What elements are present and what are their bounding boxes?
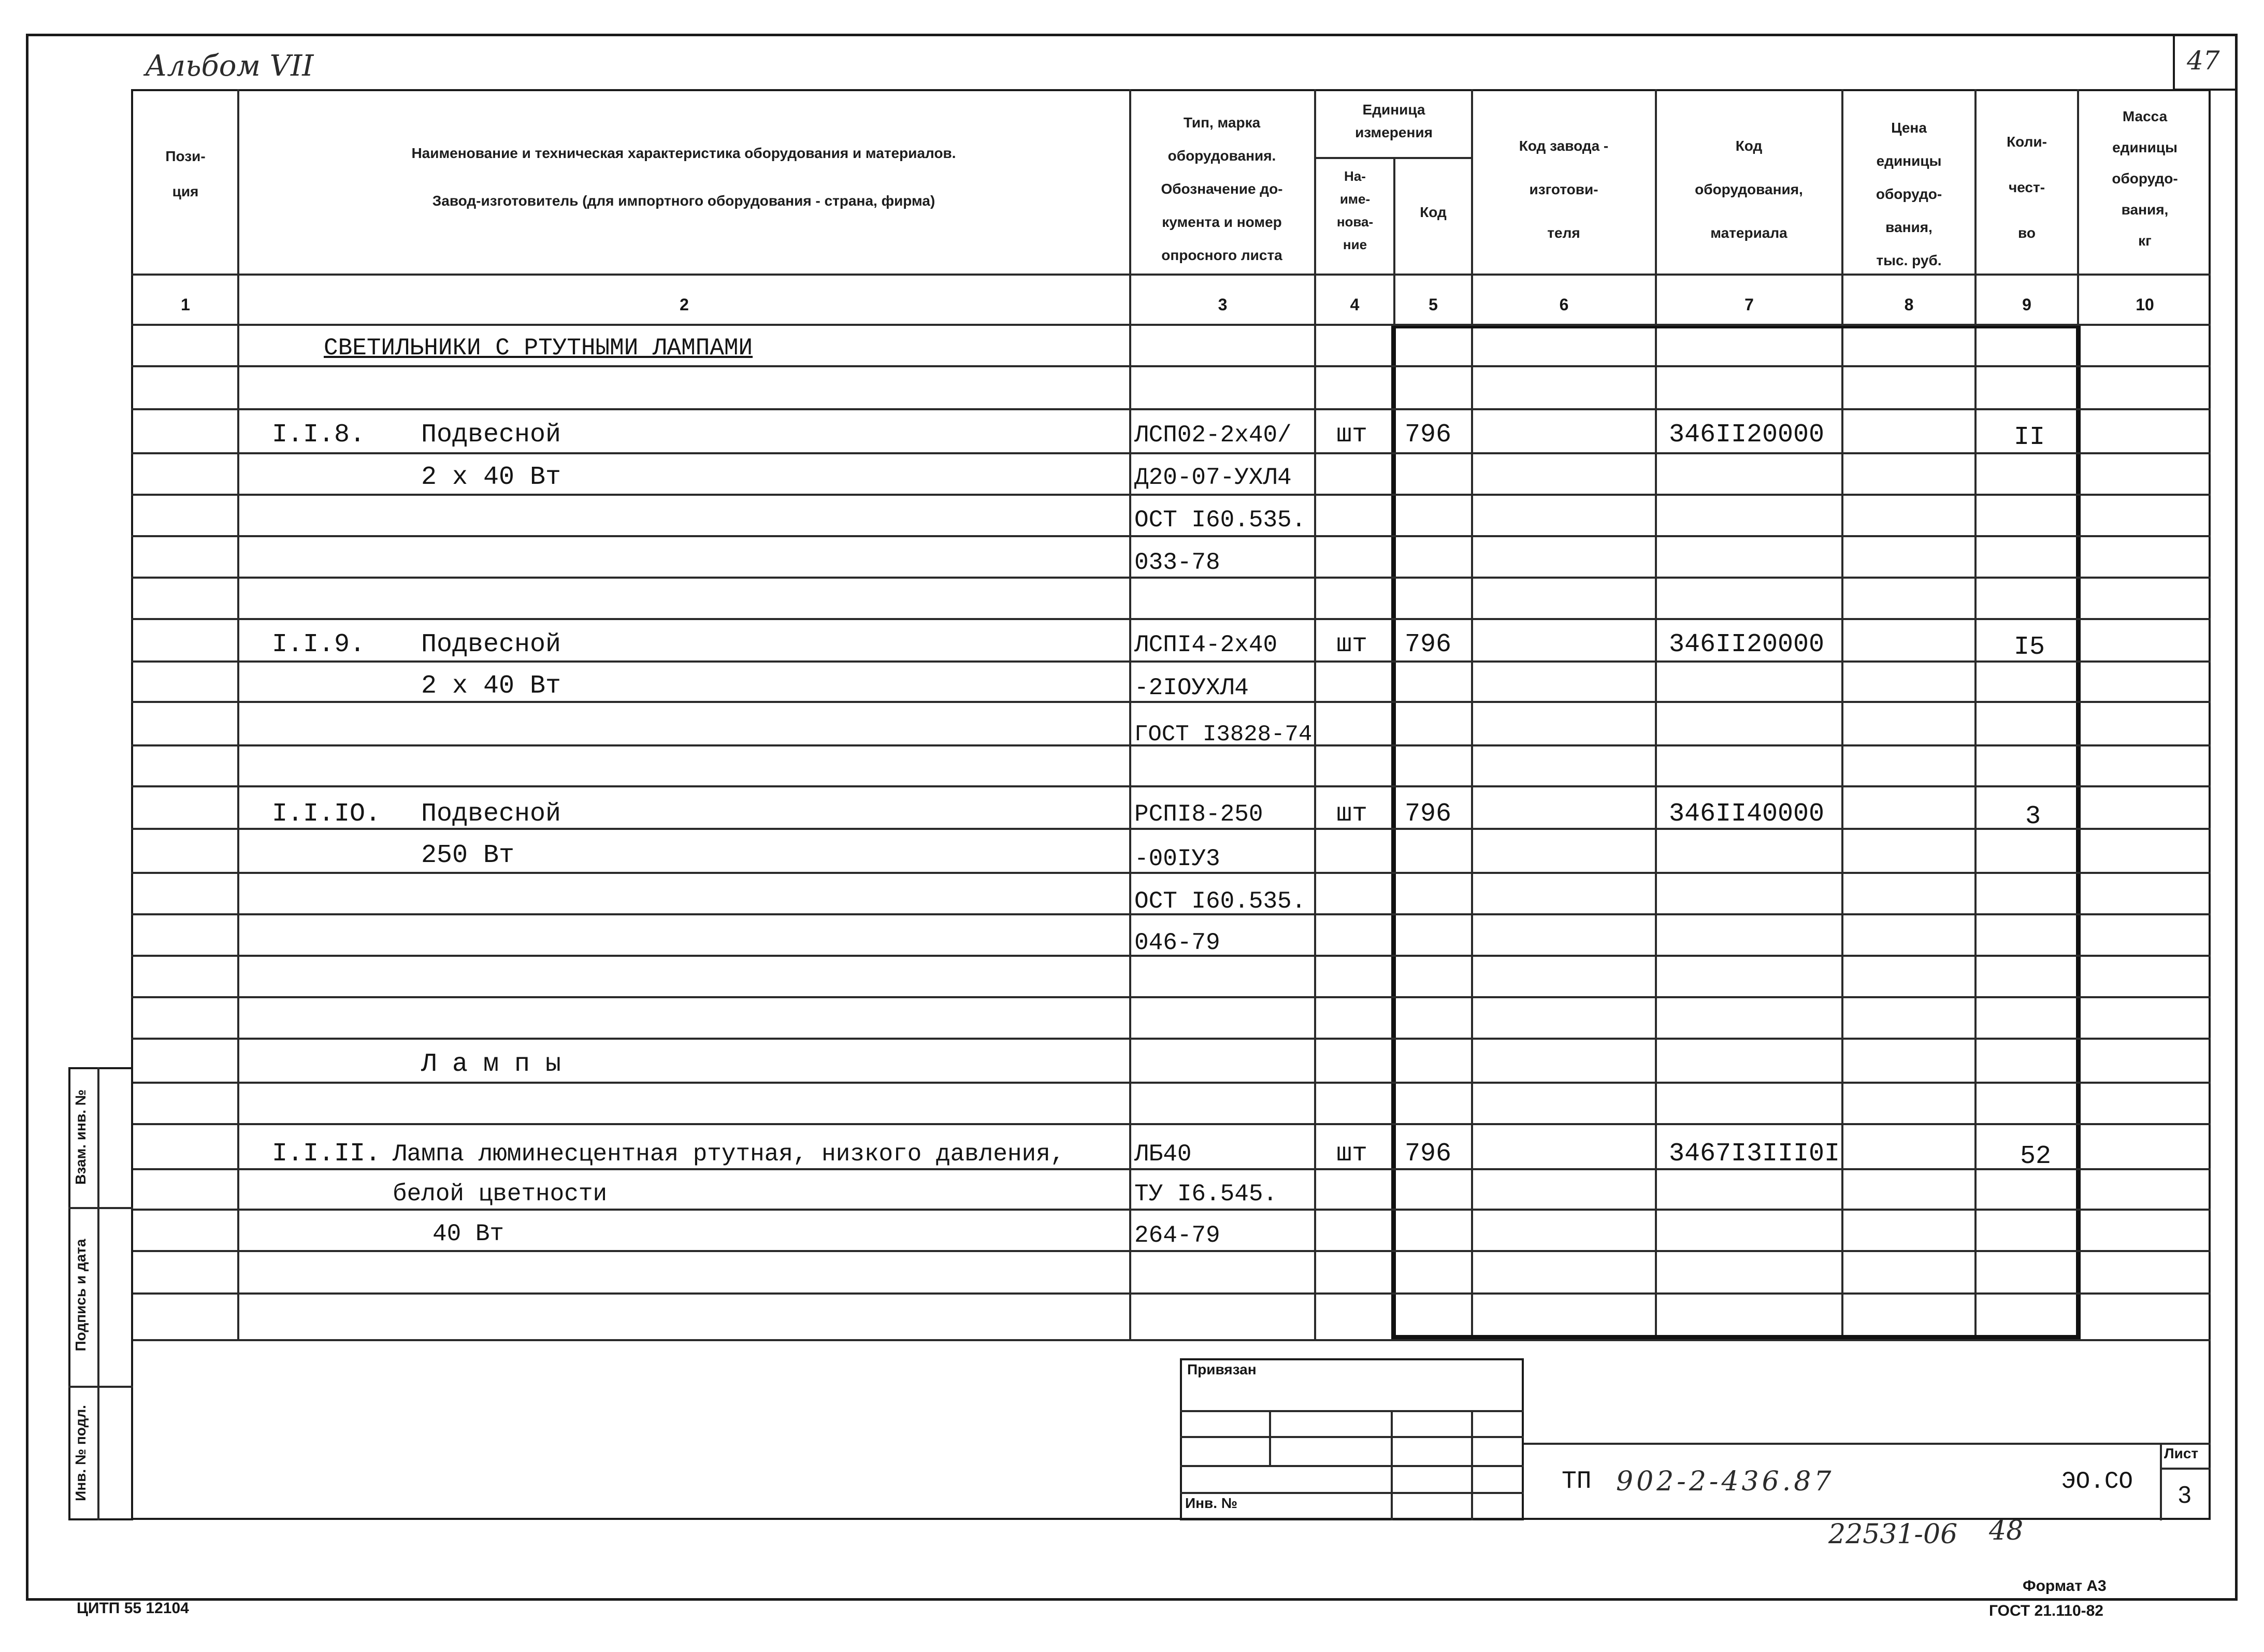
privyazan-vrule-3 <box>1471 1410 1473 1520</box>
doc-prefix: ТП <box>1562 1468 1592 1496</box>
colnum-4: 4 <box>1350 295 1360 314</box>
item-118-name-2: 2 х 40 Вт <box>421 463 561 492</box>
colnum-1: 1 <box>181 295 190 314</box>
item-1110-unit-code: 796 <box>1405 799 1452 829</box>
hdr-position: Пози- ция <box>165 148 206 199</box>
thick-rule-left <box>1391 324 1396 1339</box>
table-body-bottom <box>131 1339 2211 1341</box>
side-stamp-rule-1 <box>68 1207 133 1209</box>
item-1111-name-2: белой цветности <box>393 1181 608 1208</box>
colnum-3: 3 <box>1218 295 1228 314</box>
item-1110-unit: шт <box>1336 799 1368 829</box>
item-118-type-4: 033-78 <box>1134 549 1220 576</box>
item-118-quantity: II <box>2014 423 2045 452</box>
item-119-name-1: Подвесной <box>421 630 561 659</box>
item-118-type-2: Д20-07-УХЛ4 <box>1134 464 1292 491</box>
colnum-6: 6 <box>1559 295 1569 314</box>
item-1110-type-1: РСПI8-250 <box>1134 801 1263 828</box>
list-box-divider <box>2160 1468 2211 1470</box>
side-label-inv: Инв. № подл. <box>73 1405 89 1501</box>
hdr-unit-name: На- име- нова- ние <box>1336 168 1374 252</box>
item-1111-name-1: Лампа люминесцентная ртутная, низкого давления, <box>393 1141 1065 1168</box>
unit-group-rule <box>1314 157 1473 159</box>
item-1110-position: I.I.IO. <box>272 799 381 829</box>
colnum-8: 8 <box>1904 295 1914 314</box>
handwritten-sheet: 48 <box>1989 1515 2024 1546</box>
row-rule <box>131 1292 2211 1295</box>
item-1111-unit-code: 796 <box>1405 1139 1452 1169</box>
format-label: Формат А3 <box>2023 1577 2107 1594</box>
item-119-type-2: -2IОУХЛ4 <box>1134 674 1249 701</box>
hdr-price: Цена единицы оборудо- вания, тыс. руб. <box>1876 120 1942 268</box>
hdr-equipment-code: Код оборудования, материала <box>1695 138 1803 241</box>
item-1110-type-2: -00IУ3 <box>1134 845 1220 872</box>
hdr-unit-group: Единица измерения <box>1355 102 1433 140</box>
item-1110-name-1: Подвесной <box>421 799 561 829</box>
item-1111-name-3: 40 Вт <box>432 1220 504 1247</box>
hdr-type: Тип, марка оборудования. Обозначение до- кумента и номер опросного листа <box>1161 114 1283 263</box>
item-1111-type-1: ЛБ40 <box>1134 1141 1192 1168</box>
item-119-unit: шт <box>1336 630 1368 659</box>
row-rule <box>131 408 2211 410</box>
list-box-left <box>2160 1443 2162 1520</box>
col-rule-8 <box>1974 89 1977 1340</box>
colnum-10: 10 <box>2136 295 2154 314</box>
item-1110-name-2: 250 Вт <box>421 841 515 870</box>
hdr-unit-code: Код <box>1420 204 1447 220</box>
item-118-position: I.I.8. <box>272 420 366 450</box>
colnum-2: 2 <box>680 295 689 314</box>
item-119-equipment-code: 346II20000 <box>1669 630 1825 659</box>
col-rule-6 <box>1655 89 1657 1340</box>
item-118-unit: шт <box>1336 420 1368 450</box>
side-stamp-divider <box>97 1067 99 1520</box>
col-rule-1 <box>237 89 239 1340</box>
page-number: 47 <box>2187 46 2220 76</box>
item-118-equipment-code: 346II20000 <box>1669 420 1825 450</box>
doc-code: 902-2-436.87 <box>1616 1466 1835 1497</box>
row-rule <box>131 1123 2211 1125</box>
list-label: Лист <box>2164 1445 2199 1461</box>
privyazan-label: Привязан <box>1187 1361 1257 1377</box>
item-1111-quantity: 52 <box>2020 1142 2052 1171</box>
thick-rule-right <box>2076 324 2081 1339</box>
colnum-7: 7 <box>1744 295 1754 314</box>
item-119-name-2: 2 х 40 Вт <box>421 671 561 701</box>
item-1110-equipment-code: 346II40000 <box>1669 799 1825 829</box>
side-label-podpis: Подпись и дата <box>73 1239 89 1352</box>
section-lamps: Л а м п ы <box>421 1050 561 1079</box>
item-1111-equipment-code: 3467I3III0I <box>1669 1139 1840 1169</box>
item-119-type-3: ГОСТ I3828-74 <box>1134 722 1313 748</box>
item-119-quantity: I5 <box>2014 633 2045 662</box>
item-1111-type-3: 264-79 <box>1134 1222 1220 1249</box>
item-1111-position: I.I.II. <box>272 1139 381 1169</box>
item-1110-type-4: 046-79 <box>1134 929 1220 956</box>
item-1110-quantity: 3 <box>2025 802 2041 831</box>
item-119-type-1: ЛСПI4-2х40 <box>1134 631 1278 658</box>
inv-no-label: Инв. № <box>1185 1495 1238 1511</box>
section-mercury-lamps: СВЕТИЛЬНИКИ С РТУТНЫМИ ЛАМПАМИ <box>324 335 753 362</box>
hdr-name: Наименование и техническая характеристика оборудования и материалов. Завод-изготовитель (для импортного оборудования - страна, фирма) <box>411 145 956 209</box>
item-118-type-1: ЛСП02-2х40/ <box>1134 422 1292 449</box>
item-119-position: I.I.9. <box>272 630 366 659</box>
item-1110-type-3: ОСТ I60.535. <box>1134 888 1306 915</box>
row-rule <box>131 618 2211 620</box>
item-119-unit-code: 796 <box>1405 630 1452 659</box>
side-label-vzam: Взам. инв. № <box>73 1089 89 1185</box>
privyazan-vrule-2 <box>1391 1410 1393 1520</box>
item-118-name-1: Подвесной <box>421 420 561 450</box>
row-rule <box>131 996 2211 998</box>
album-label: Альбом VII <box>145 49 314 83</box>
col-rule-3 <box>1314 89 1316 1340</box>
handwritten-number: 22531-06 <box>1828 1519 1958 1550</box>
privyazan-vrule-1 <box>1269 1410 1271 1466</box>
col-rule-5 <box>1471 89 1473 1340</box>
item-118-type-3: ОСТ I60.535. <box>1134 507 1306 534</box>
doc-suffix: ЭО.СО <box>2061 1468 2133 1495</box>
item-1111-type-2: ТУ I6.545. <box>1134 1181 1278 1208</box>
row-rule <box>131 785 2211 787</box>
hdr-quantity: Коли- чест- во <box>2007 134 2047 241</box>
colnum-5: 5 <box>1429 295 1438 314</box>
row-rule <box>131 1038 2211 1040</box>
list-number: 3 <box>2178 1481 2191 1508</box>
hdr-plant-code: Код завода - изготови- теля <box>1519 138 1609 241</box>
gost-label: ГОСТ 21.110-82 <box>1989 1602 2103 1619</box>
colnum-9: 9 <box>2022 295 2031 314</box>
item-118-unit-code: 796 <box>1405 420 1452 450</box>
item-1111-unit: шт <box>1336 1139 1368 1169</box>
title-block-top <box>1524 1443 2211 1445</box>
hdr-mass: Масса единицы оборудо- вания, кг <box>2112 108 2178 249</box>
col-rule-2 <box>1129 89 1131 1340</box>
tsitp-label: ЦИТП 55 12104 <box>77 1600 189 1617</box>
